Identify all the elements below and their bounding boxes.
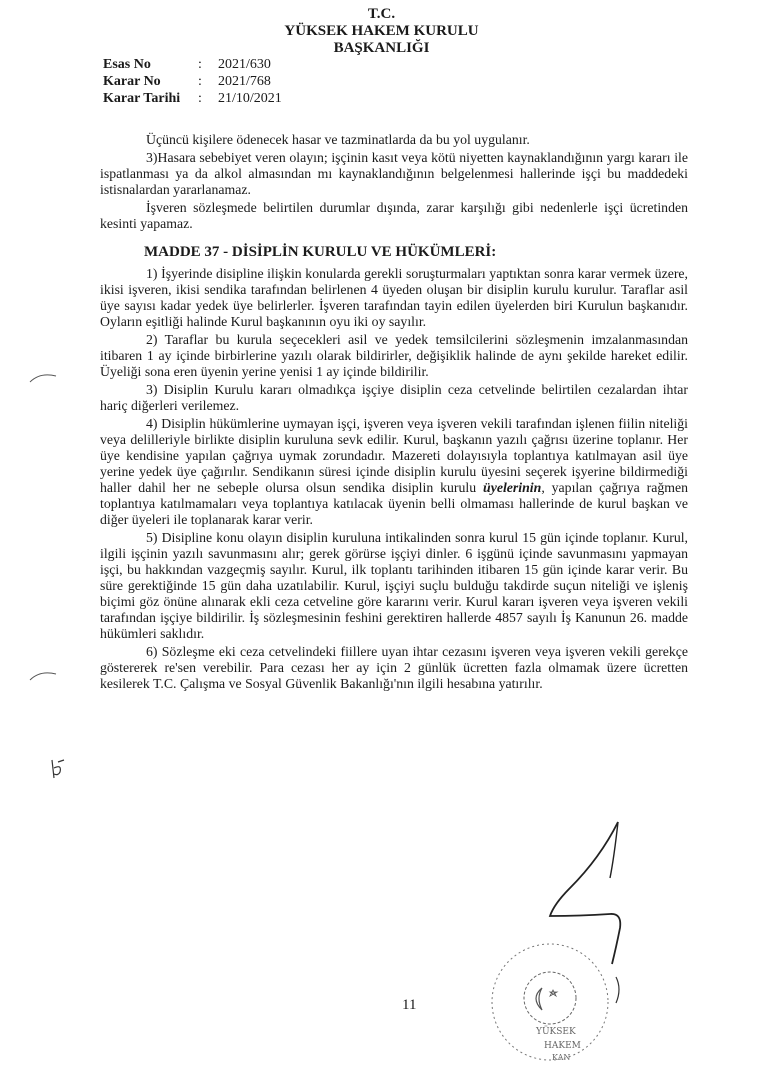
header-line-institution: YÜKSEK HAKEM KURULU — [284, 23, 479, 39]
margin-initial-mark — [48, 758, 68, 780]
document-header — [0, 6, 763, 57]
paragraph-no-deduction: İşveren sözleşmede belirtilen durumlar dışında, zarar karşılığı gibi nedenlerle işçi ücretinden kesinti yapamaz. — [100, 200, 688, 231]
meta-colon: : — [198, 91, 202, 106]
meta-row-karar-tarihi — [103, 90, 282, 107]
paragraph-clause-3: 3)Hasara sebebiyet veren olayın; işçinin kasıt veya kötü niyetten kaynaklandığının yargı kararı ile ispatlanması ya da alkol almasından mı kaynaklandığının belgelenmesi hallerinde işçi bu maddedeki istisnalardan yararlanamaz. — [100, 150, 688, 197]
emphasized-term: üyelerinin — [483, 480, 542, 495]
meta-value: 21/10/2021 — [218, 91, 282, 106]
meta-value: 2021/630 — [218, 57, 271, 72]
stamp-text: YÜKSEK — [536, 1027, 576, 1037]
page-number: 11 — [402, 997, 417, 1013]
paragraph-article-37-3: 3) Disiplin Kurulu kararı olmadıkça işçiye disiplin ceza cetvelinde belirtilen cezalardan ihtar hariç diğerleri verilemez. — [100, 382, 688, 413]
meta-row-karar — [103, 73, 282, 90]
meta-value: 2021/768 — [218, 74, 271, 89]
paragraph-article-37-4 — [100, 416, 688, 528]
meta-label: Karar No — [103, 74, 161, 89]
text-segment: , yapılan çağrıya rağmen toplantıya katılmamaları veya toplantıya katılacak üyenin belli olmaması hallerinde de kurul başkan ve diğer üyeleri ile toplanarak karar verir. — [100, 480, 688, 527]
meta-label: Esas No — [103, 57, 151, 72]
pen-stroke — [612, 975, 624, 1005]
case-metadata — [103, 56, 282, 107]
meta-colon: : — [198, 57, 202, 72]
header-line-presidency: BAŞKANLIĞI — [333, 40, 430, 56]
official-stamp — [470, 938, 630, 1068]
paragraph-article-37-1: 1) İşyerinde disipline ilişkin konularda gerekli soruşturmaları yaptıktan sonra karar vermek üzere, ikisi işveren, ikisi sendika tarafından belirlenen 4 üyeden oluşan bir disiplin kurulu kurulur. Taraflar asil üye sayısı kadar yedek üye belirlerler. İşveren tarafından tayin edilen üyelerden biri Kurulun başkanıdır. Oyların eşitliği halinde Kurul başkanının oyu iki oy sayılır. — [100, 266, 688, 329]
meta-colon: : — [198, 74, 202, 89]
paragraph-third-party: Üçüncü kişilere ödenecek hasar ve tazminatlarda da bu yol uygulanır. — [146, 132, 530, 147]
meta-label: Karar Tarihi — [103, 91, 181, 106]
margin-mark — [28, 370, 58, 384]
margin-mark — [28, 668, 58, 682]
text-segment: 4) Disiplin hükümlerine uymayan işçi, işveren veya işveren vekili tarafından işlenen fiilin niteliği veya delilleriyle birlikte disiplin kuruluna sevk edilir. Kurul, başkanın yazılı çağrısı üzerine toplanır. Her üye kendisine yapılan çağrıya uymak zorundadır. Mazereti dolayısıyla toplantıya katılmayan asil üye yerine yedek üye çağırılır. Sendikanın süresi içinde disiplin kurulu üyesini seçerek işyerine bildirmediği haller dahil her ne sebeple olursa olsun sendika disiplin kurulu — [100, 416, 688, 495]
header-line-tc: T.C. — [367, 6, 396, 22]
paragraph-article-37-5: 5) Disipline konu olayın disiplin kuruluna intikalinden sonra kurul 15 gün içinde toplanır. Kurul, ilgili işçinin yazılı savunmasını alır; gerek görürse işçiyi dinler. 6 işgünü içinde savunmasını yapmayan işçi, bu hakkından vazgeçmiş sayılır. Kurul, ilk toplantı tarihinden itibaren 15 gün içinde karar verir. Bu süre gerektiğinde 15 gün daha uzatılabilir. Kurul, işçiyi suçlu bulduğu takdirde suçun niteliği ve işleniş biçimi göz önüne alınarak ekli ceza cetveline göre kararını verir. Kurul kararı işveren veya işveren vekili tarafından işçiye bildirilir. İş sözleşmesinin feshini gerektiren hallerde 4857 sayılı İş Kanunun 26. madde hükümleri saklıdır. — [100, 530, 688, 641]
stamp-text: HAKEM — [544, 1041, 581, 1051]
document-body — [100, 132, 688, 694]
meta-row-esas — [103, 56, 282, 73]
stamp-text: KAN — [552, 1053, 571, 1062]
paragraph-article-37-6: 6) Sözleşme eki ceza cetvelindeki fiillere uyan ihtar cezasını işveren veya işveren vekili gerekçe göstererek re'sen verebilir. Para cezası her ay için 2 günlük ücretten fazla olmamak üzere ücretten kesilerek T.C. Çalışma ve Sosyal Güvenlik Bakanlığı'nın ilgili hesabına yatırılır. — [100, 644, 688, 691]
paragraph-article-37-2: 2) Taraflar bu kurula seçecekleri asil ve yedek temsilcilerini sözleşmenin imzalanmasından itibaren 1 ay içinde birbirlerine yazılı olarak bildirirler, değişiklik halinde de aynı şekilde hareket edilir. Üyeliği sona eren üyenin yerine yenisi 1 ay içinde bildirilir. — [100, 332, 688, 379]
article-37-title: MADDE 37 - DİSİPLİN KURULU VE HÜKÜMLERİ: — [144, 244, 497, 260]
